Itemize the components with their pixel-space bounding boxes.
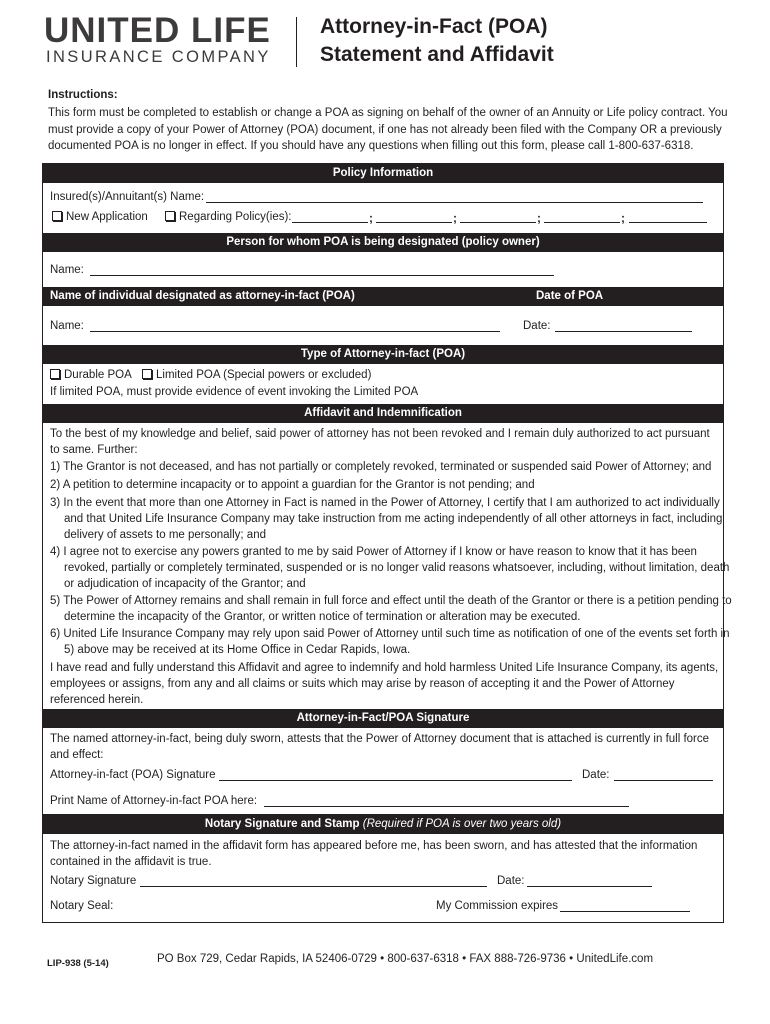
owner-name-label: Name: (50, 264, 84, 276)
form-title-line1: Attorney-in-Fact (POA) (320, 15, 548, 38)
poa-date-field[interactable] (555, 331, 692, 332)
commission-expires-field[interactable] (560, 911, 690, 912)
poa-name-label: Name: (50, 320, 84, 332)
notary-date-field[interactable] (527, 886, 652, 887)
durable-poa-option (50, 367, 132, 383)
new-application-checkbox[interactable] (52, 211, 62, 221)
policy-info-header: Policy Information (42, 164, 724, 183)
signature-statement: The named attorney-in-fact, being duly sworn, attests that the Power of Attorney document that is attached is currently in full force and effect: (50, 733, 710, 761)
policy-number-field-5[interactable] (629, 222, 707, 223)
poa-date-label: Date: (523, 320, 551, 332)
new-application-label: New Application (66, 211, 148, 223)
regarding-policy-option (165, 209, 292, 225)
form-code: LIP-938 (5-14) (47, 958, 109, 969)
durable-poa-label: Durable POA (64, 369, 132, 381)
instructions-heading: Instructions: (48, 89, 118, 101)
new-application-option (52, 209, 148, 225)
poa-type-header: Type of Attorney-in-fact (POA) (42, 345, 724, 364)
signature-date-field[interactable] (614, 780, 713, 781)
insured-name-field[interactable] (206, 202, 703, 203)
affidavit-header: Affidavit and Indemnification (42, 404, 724, 423)
designated-poa-header (42, 287, 724, 306)
regarding-policy-label: Regarding Policy(ies): (179, 211, 292, 223)
policy-separator: ; (537, 211, 541, 225)
limited-poa-option (142, 367, 371, 383)
limited-poa-checkbox[interactable] (142, 369, 152, 379)
policy-separator: ; (369, 211, 373, 225)
commission-expires-label: My Commission expires (436, 900, 559, 912)
date-of-poa-heading: Date of POA (536, 290, 604, 302)
policy-number-field-1[interactable] (292, 222, 368, 223)
limited-poa-note: If limited POA, must provide evidence of event invoking the Limited POA (50, 386, 419, 398)
signature-header: Attorney-in-Fact/POA Signature (42, 709, 724, 728)
owner-name-field[interactable] (90, 275, 554, 276)
instructions-text: This form must be completed to establish or change a POA as signing on behalf of the owner of an Annuity or Life policy contract. You must provide a copy of your Power of Attorney (POA) document, if one has not already been filed with the Company OR a previously documented POA is no longer in effect. If you should have any questions when filling out this form, please call 1-800-637-6318. (48, 107, 728, 152)
affidavit-item-5: 5) The Power of Attorney remains and shall remain in full force and effect until the death of the Grantor or there is a petition pending to determine the incapacity of the Grantor, or written notice of termination or alteration may be executed. (50, 595, 732, 623)
notary-signature-label: Notary Signature (50, 875, 137, 887)
print-name-field[interactable] (264, 806, 629, 807)
policy-owner-header: Person for whom POA is being designated (policy owner) (42, 233, 724, 252)
insured-name-label: Insured(s)/Annuitant(s) Name: (50, 191, 205, 203)
policy-separator: ; (621, 211, 625, 225)
signature-date-label: Date: (582, 769, 610, 781)
poa-signature-field[interactable] (219, 780, 572, 781)
notary-statement: The attorney-in-fact named in the affidavit form has appeared before me, has been sworn, and has attested that the information contained in the affidavit is true. (50, 840, 698, 868)
footer-address: PO Box 729, Cedar Rapids, IA 52406-0729 • 800-637-6318 • FAX 888-726-9736 • UnitedLife.com (157, 953, 654, 965)
notary-heading: Notary Signature and Stamp (204, 818, 360, 830)
notary-seal-label: Notary Seal: (50, 900, 114, 912)
limited-poa-label: Limited POA (Special powers or excluded) (156, 369, 372, 381)
policy-number-field-3[interactable] (460, 222, 536, 223)
print-name-label: Print Name of Attorney-in-fact POA here: (50, 795, 258, 807)
affidavit-intro: To the best of my knowledge and belief, said power of attorney has not been revoked and I remain duly authorized to act pursuant to same. Further: (50, 428, 710, 456)
notary-heading-note: (Required if POA is over two years old) (362, 818, 562, 830)
notary-signature-field[interactable] (140, 886, 487, 887)
form-title-line2: Statement and Affidavit (320, 43, 554, 66)
poa-name-field[interactable] (90, 331, 500, 332)
affidavit-item-6: 6) United Life Insurance Company may rely upon said Power of Attorney until such time as notification of one of the events set forth in 5) above may be received at its Home Office in Cedar Rapids, Iowa. (50, 628, 730, 656)
company-logo-subtitle: INSURANCE COMPANY (46, 48, 271, 66)
designated-poa-heading: Name of individual designated as attorney-in-fact (POA) (50, 290, 355, 302)
affidavit-item-4: 4) I agree not to exercise any powers granted to me by said Power of Attorney if I know or have reason to know that it has been revoked, partially or completely terminated, suspended or is no longer valid reasons whatsoever, including, without limitation, death or adjudication of incapacity of the Grantor; and (50, 546, 730, 590)
affidavit-item-2: 2) A petition to determine incapacity or to appoint a guardian for the Grantor is not pending; and (50, 479, 535, 491)
affidavit-item-1: 1) The Grantor is not deceased, and has not partially or completely revoked, terminated or suspended said Power of Attorney; and (50, 461, 712, 473)
poa-signature-label: Attorney-in-fact (POA) Signature (50, 769, 216, 781)
header-divider (296, 17, 297, 67)
affidavit-closing: I have read and fully understand this Affidavit and agree to indemnify and hold harmless United Life Insurance Company, its agents, employees or assigns, from any and all claims or suits which may arise by reason of accepting it and the Power of Attorney referenced herein. (50, 662, 719, 706)
policy-number-field-4[interactable] (544, 222, 620, 223)
policy-number-field-2[interactable] (376, 222, 452, 223)
form-box (42, 163, 724, 923)
notary-header (42, 815, 724, 834)
form-title (320, 13, 554, 69)
affidavit-item-3: 3) In the event that more than one Attorney in Fact is named in the Power of Attorney, I certify that I am authorized to act individually and that United Life Insurance Company may take instruction from me acting independently of all other attorneys in fact, including delivery of assets to me personally; and (50, 497, 723, 541)
policy-separator: ; (453, 211, 457, 225)
durable-poa-checkbox[interactable] (50, 369, 60, 379)
regarding-policy-checkbox[interactable] (165, 211, 175, 221)
notary-date-label: Date: (497, 875, 525, 887)
company-logo-name: UNITED LIFE (44, 11, 271, 50)
